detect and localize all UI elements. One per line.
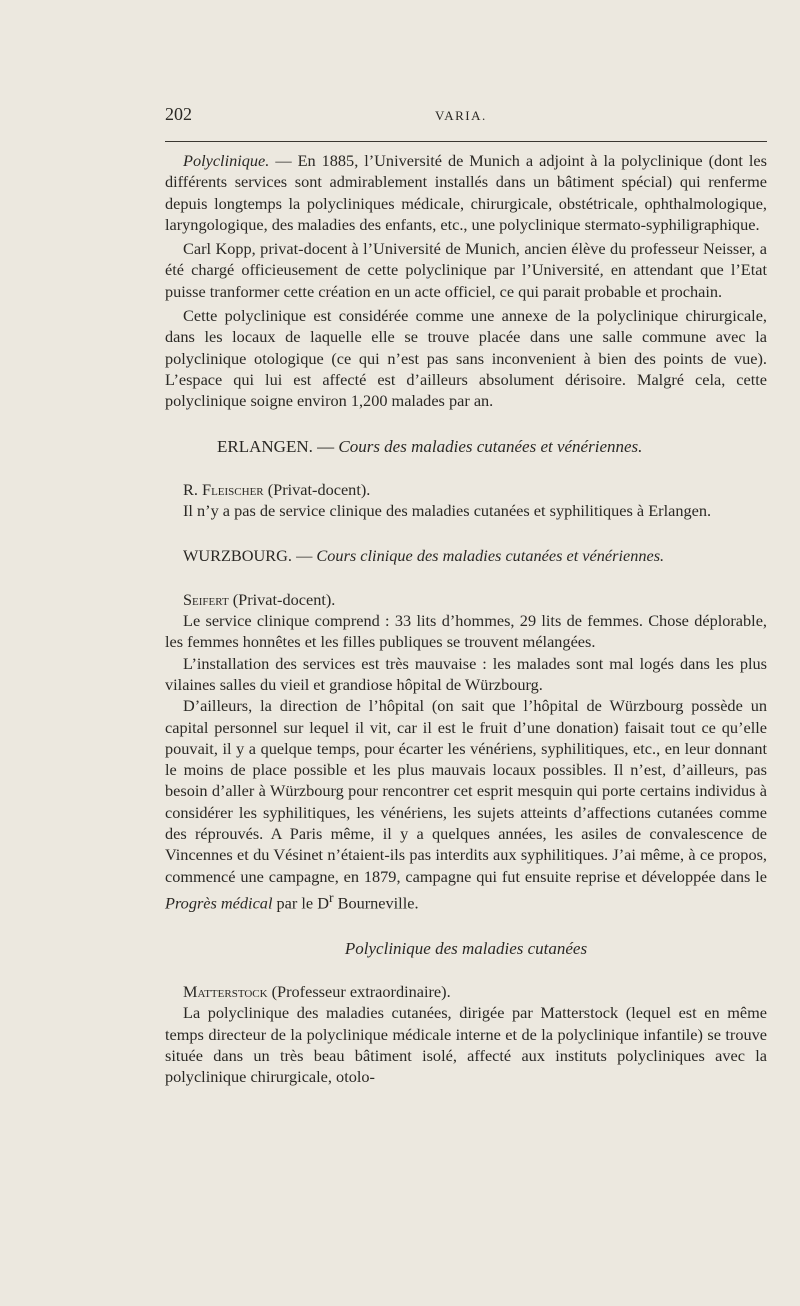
section-heading: Polyclinique des maladies cutanées	[344, 938, 588, 958]
page-number: 202	[165, 104, 192, 124]
paragraph-service-clinique: Le service clinique comprend : 33 lits d’hommes, 29 lits de femmes. Chose déplorable, les femmes honnêtes et les filles publiques se trouvent mélangées.	[165, 611, 767, 652]
lecturer-fleischer: R. Fleischer (Privat-docent).	[183, 479, 371, 499]
paragraph-annexe: Cette polyclinique est considérée comme une annexe de la polyclinique chirurgicale, dans les locaux de laquelle elle se trouve placée dans une salle commune avec la polyclinique otologique (ce qui n’est pas sans inconvenient à bien des points de vue). L’espace qui lui est affecté est d’ailleurs absolument dérisoire. Malgré cela, cette polyclinique soigne environ 1,200 malades par an.	[165, 306, 767, 411]
paragraph-lead: Polyclinique.	[183, 151, 270, 170]
body-text	[165, 150, 767, 1087]
heading-wurzbourg: WURZBOURG. — Cours clinique des maladies cutanées et vénériennes.	[183, 546, 665, 566]
course-title: Cours clinique des maladies cutanées et vénériennes.	[316, 546, 665, 566]
paragraph-direction: D’ailleurs, la direction de l’hôpital (on sait que l’hôpital de Würzbourg possède un capital personnel sur lequel il vit, car il est le fruit d’une donation) faisait tout ce qu’elle pouvait, il y a quelque temps, pour écarter les vénériens, syphilitiques, etc., en leur donnant le moins de place possible et les plus mauvais locaux possibles. Il n’est, d’ailleurs, pas besoin d’aller à Würzbourg pour rencontrer cet esprit mesquin qui porte certains individus à considérer les syphilitiques, les vénériens, les sujets atteints d’affections cutanées comme des réprouvés. A Paris même, il y a quelques années, les asiles de convalescence de Vincennes et du Vésinet n’étaient-ils pas interdits aux syphilitiques. J’ai même, à ce propos, commencé une campagne, en 1879, campagne qui fut ensuite reprise et développée dans le Progrès médical par le $D^r$ Bourneville.	[165, 696, 767, 913]
paragraph-body: — En 1885, l’Université de Munich a adjoint à la polyclinique (dont les différents services sont admirablement installés dans un bâtiment spécial) qui renferme depuis longtemps la polycliniques médicale, chirurgicale, obstétricale, ophthalmologique, laryngologique, des maladies des enfants, etc., une polyclinique stermato-syphiligraphique.	[165, 151, 767, 234]
heading-erlangen: ERLANGEN. — Cours des maladies cutanées et vénériennes.	[217, 436, 643, 456]
running-head: VARIA.	[435, 108, 487, 123]
page-header	[165, 104, 765, 130]
city-name: ERLANGEN.	[217, 436, 313, 456]
lecturer-seifert: Seifert (Privat-docent).	[183, 589, 336, 609]
paragraph-polyclinique-munich	[165, 150, 767, 235]
paragraph-erlangen: Il n’y a pas de service clinique des maladies cutanées et syphilitiques à Erlangen.	[183, 501, 712, 521]
lecturer-name: Fleischer	[202, 479, 264, 499]
course-title: Cours des maladies cutanées et vénériennes.	[338, 436, 643, 456]
lecturer-matterstock: Matterstock (Professeur extraordinaire).	[183, 981, 451, 1001]
paragraph-matterstock: La polyclinique des maladies cutanées, dirigée par Matterstock (lequel est en même temps directeur de la polyclinique médicale interne et de la polyclinique infantile) se trouve située dans un très beau bâtiment isolé, affecté aux instituts polycliniques avec la polyclinique chirurgicale, otolo-	[165, 1003, 767, 1087]
city-name: WURZBOURG.	[183, 546, 292, 566]
lecturer-name: Matterstock	[183, 981, 268, 1001]
header-rule	[165, 141, 767, 142]
journal-title: Progrès médical	[165, 893, 273, 913]
lecturer-name: Seifert	[183, 589, 229, 609]
paragraph-installation: L’installation des services est très mauvaise : les malades sont mal logés dans les plus vilaines salles du vieil et grandiose hôpital de Würzbourg.	[165, 653, 767, 694]
paragraph-kopp: Carl Kopp, privat-docent à l’Université de Munich, ancien élève du professeur Neisser, a été chargé officieusement de cette polyclinique par l’Université, en attendant que l’Etat puisse tranformer cette création en un acte officiel, ce qui parait probable et prochain.	[165, 239, 767, 301]
